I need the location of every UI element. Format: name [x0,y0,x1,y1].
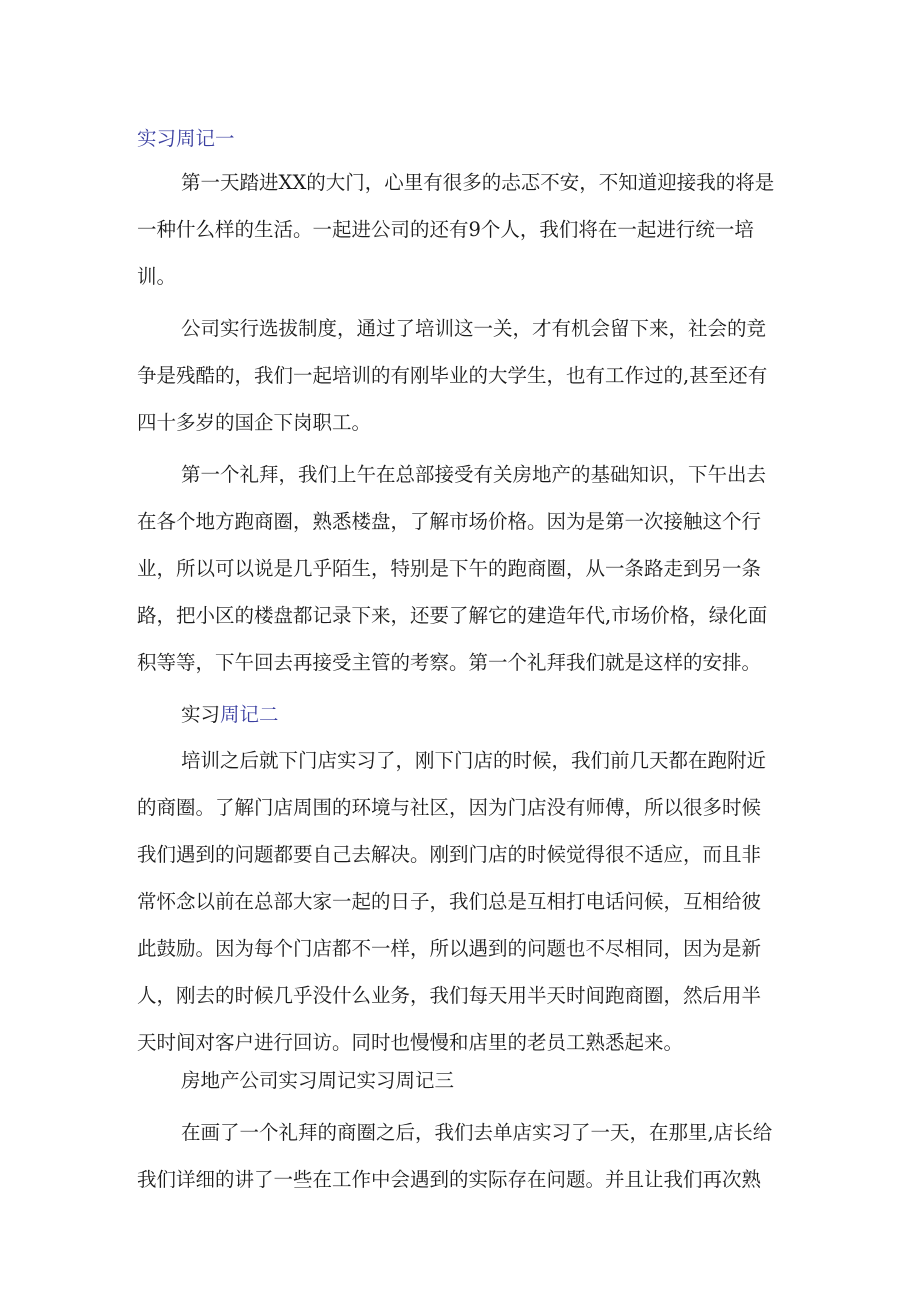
text-line: 培训之后就下门店实习了，刚下门店的时候，我们前几天都在跑附近 [181,749,767,772]
heading-week-two-prefix: 实习 [181,703,221,726]
heading-week-two [181,703,279,727]
text-line: 天时间对客户进行回访。同时也慢慢和店里的老员工熟悉起来。 [137,1031,684,1054]
text-line: 四十多岁的国企下岗职工。 [137,411,372,434]
text-line: 第一个礼拜，我们上午在总部接受有关房地产的基础知识，下午出去 [181,463,767,486]
text-line: 我们详细的讲了一些在工作中会遇到的实际存在问题。并且让我们再次熟 [137,1168,762,1191]
text-line: 此鼓励。因为每个门店都不一样，所以遇到的问题也不尽相同，因为是新 [137,937,762,960]
text-line: 在各个地方跑商圈，熟悉楼盘，了解市场价格。因为是第一次接触这个行 [137,510,762,533]
text-line: 一种什么样的生活。一起进公司的还有9个人，我们将在一起进行统一培 [137,218,754,241]
text-line: 的商圈。了解门店周围的环境与社区，因为门店没有师傅，所以很多时候 [137,796,762,819]
text-line: 人，刚去的时候几乎没什么业务，我们每天用半天时间跑商圈，然后用半 [137,984,762,1007]
text-line: 争是残酷的，我们一起培训的有刚毕业的大学生，也有工作过的,甚至还有 [137,364,768,387]
text-line: 常怀念以前在总部大家一起的日子，我们总是互相打电话问候，互相给彼 [137,890,762,913]
text-line: 在画了一个礼拜的商圈之后，我们去单店实习了一天，在那里,店长给 [181,1121,773,1144]
text-line: 积等等，下午回去再接受主管的考察。第一个礼拜我们就是这样的安排。 [137,651,762,674]
heading-week-two-suffix: 周记二 [220,703,279,726]
text-line: 业，所以可以说是几乎陌生，特别是下午的跑商圈，从一条路走到另一条 [137,557,762,580]
text-line: 训。 [137,265,177,288]
text-line: 公司实行选拔制度，通过了培训这一关，才有机会留下来，社会的竞 [181,317,767,340]
heading-week-one: 实习周记一 [137,127,235,150]
text-line: 我们遇到的问题都要自己去解决。刚到门店的时候觉得很不适应，而且非 [137,843,762,866]
heading-week-three: 房地产公司实习周记实习周记三 [181,1069,455,1092]
text-line: 路，把小区的楼盘都记录下来，还要了解它的建造年代,市场价格，绿化面 [137,604,768,627]
text-line: 第一天踏进XX的大门，心里有很多的忐忑不安，不知道迎接我的将是 [181,171,775,194]
